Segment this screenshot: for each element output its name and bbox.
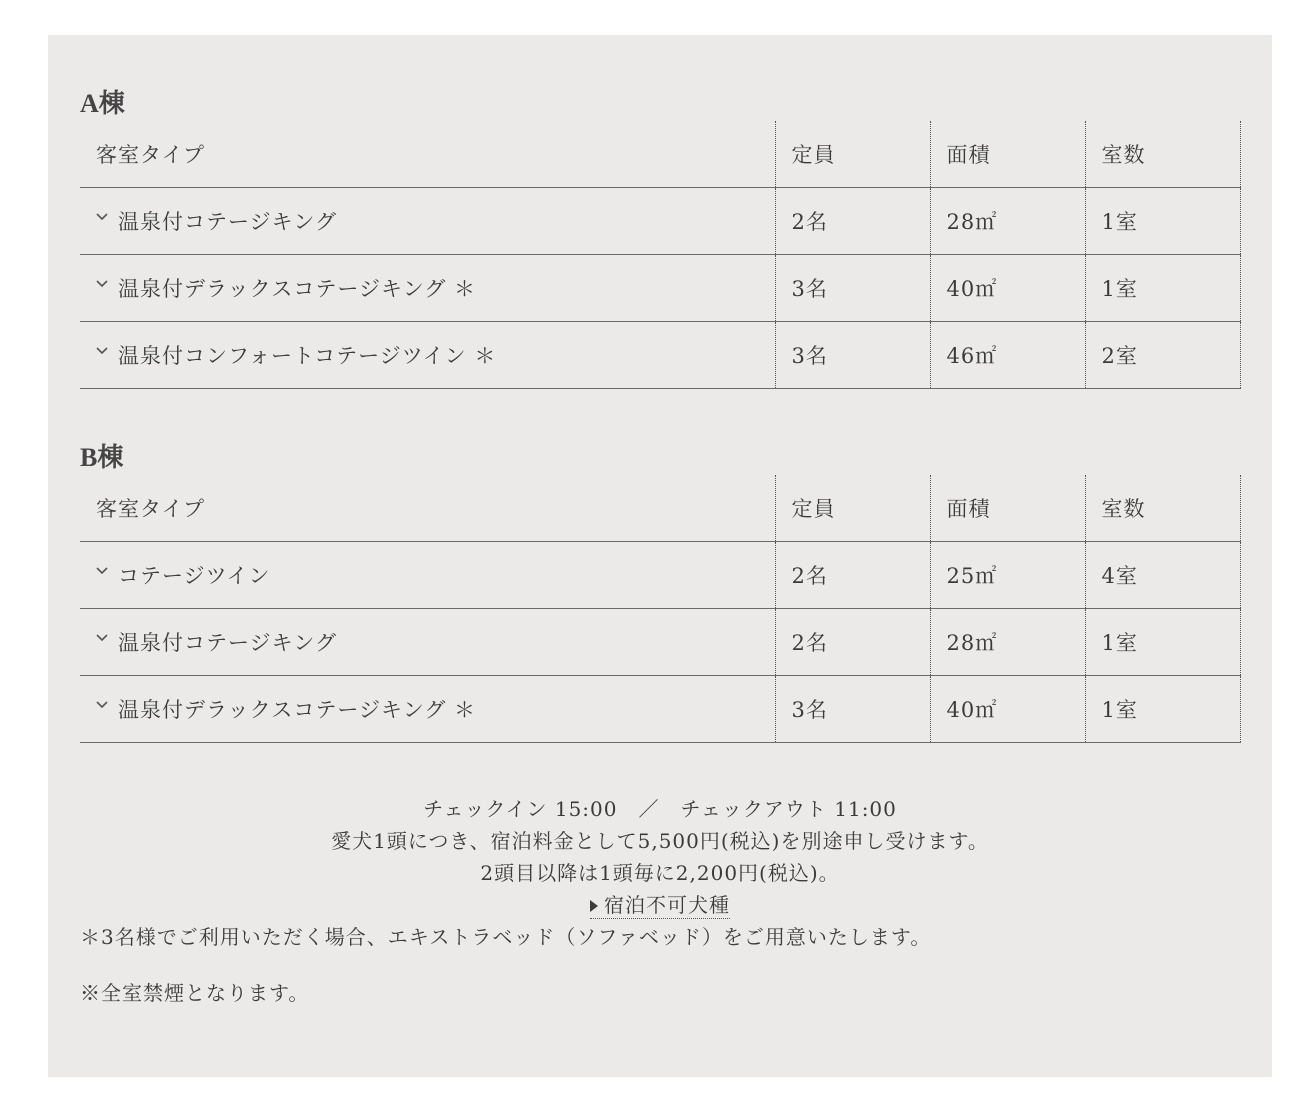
capacity-cell: 2名	[775, 542, 930, 609]
room-count-cell: 2室	[1085, 322, 1240, 389]
area-cell: 40㎡	[930, 676, 1085, 743]
chevron-down-icon	[96, 567, 106, 577]
room-type-toggle[interactable]	[96, 206, 337, 236]
room-type-name: 温泉付コンフォートコテージツイン ＊	[118, 344, 497, 368]
room-type-cell[interactable]	[80, 676, 775, 743]
table-header-row	[80, 475, 1240, 542]
header-room-type: 客室タイプ	[80, 475, 775, 542]
table-row	[80, 609, 1240, 676]
building-a-section	[80, 87, 1240, 389]
capacity-cell: 3名	[775, 322, 930, 389]
table-header-row	[80, 121, 1240, 188]
room-count-cell: 1室	[1085, 255, 1240, 322]
building-b-section	[80, 441, 1240, 743]
room-count-cell: 4室	[1085, 542, 1240, 609]
room-type-toggle[interactable]	[96, 560, 271, 590]
dog-fee-additional-text: 2頭目以降は1頭毎に2,200円(税込)。	[480, 861, 840, 885]
ng-breeds-link[interactable]	[590, 892, 730, 919]
room-count-cell: 1室	[1085, 609, 1240, 676]
area-cell: 28㎡	[930, 188, 1085, 255]
non-smoking-note: ※全室禁煙となります。	[80, 981, 310, 1005]
room-type-toggle[interactable]	[96, 340, 496, 370]
room-type-name: 温泉付デラックスコテージキング ＊	[118, 277, 476, 301]
table-row	[80, 322, 1240, 389]
room-type-cell[interactable]	[80, 255, 775, 322]
dog-fee-text: 愛犬1頭につき、宿泊料金として5,500円(税込)を別途申し受けます。	[331, 829, 989, 853]
table-row	[80, 542, 1240, 609]
capacity-cell: 2名	[775, 188, 930, 255]
caret-right-icon	[590, 900, 598, 912]
capacity-cell: 2名	[775, 609, 930, 676]
capacity-cell: 3名	[775, 255, 930, 322]
room-type-name: 温泉付コテージキング	[118, 631, 337, 655]
room-type-toggle[interactable]	[96, 627, 337, 657]
building-a-room-table	[80, 121, 1241, 389]
ng-breeds-label: 宿泊不可犬種	[604, 893, 730, 917]
room-info-panel	[48, 35, 1272, 1077]
room-type-toggle[interactable]	[96, 273, 476, 303]
capacity-cell: 3名	[775, 676, 930, 743]
table-row	[80, 676, 1240, 743]
area-cell: 28㎡	[930, 609, 1085, 676]
header-room-type: 客室タイプ	[80, 121, 775, 188]
area-cell: 46㎡	[930, 322, 1085, 389]
chevron-down-icon	[96, 280, 106, 290]
table-row	[80, 255, 1240, 322]
room-type-cell[interactable]	[80, 322, 775, 389]
header-capacity: 定員	[775, 475, 930, 542]
table-row	[80, 188, 1240, 255]
room-type-cell[interactable]	[80, 609, 775, 676]
room-type-cell[interactable]	[80, 188, 775, 255]
area-cell: 25㎡	[930, 542, 1085, 609]
room-type-name: コテージツイン	[118, 564, 271, 588]
building-a-title: A棟	[80, 89, 125, 118]
chevron-down-icon	[96, 634, 106, 644]
area-cell: 40㎡	[930, 255, 1085, 322]
header-room-count: 室数	[1085, 121, 1240, 188]
room-count-cell: 1室	[1085, 676, 1240, 743]
building-b-room-table	[80, 475, 1241, 743]
chevron-down-icon	[96, 701, 106, 711]
room-type-toggle[interactable]	[96, 694, 476, 724]
room-type-cell[interactable]	[80, 542, 775, 609]
notes-section	[80, 793, 1240, 1009]
chevron-down-icon	[96, 213, 106, 223]
header-area: 面積	[930, 475, 1085, 542]
building-b-title: B棟	[80, 443, 124, 472]
header-room-count: 室数	[1085, 475, 1240, 542]
extra-bed-note: ＊3名様でご利用いただく場合、エキストラベッド（ソファベッド）をご用意いたします。	[80, 925, 932, 949]
room-count-cell: 1室	[1085, 188, 1240, 255]
room-type-name: 温泉付デラックスコテージキング ＊	[118, 698, 476, 722]
ng-breeds-row	[80, 889, 1240, 921]
chevron-down-icon	[96, 347, 106, 357]
header-capacity: 定員	[775, 121, 930, 188]
room-type-name: 温泉付コテージキング	[118, 210, 337, 234]
header-area: 面積	[930, 121, 1085, 188]
checkin-checkout-text: チェックイン 15:00 ／ チェックアウト 11:00	[423, 797, 897, 821]
